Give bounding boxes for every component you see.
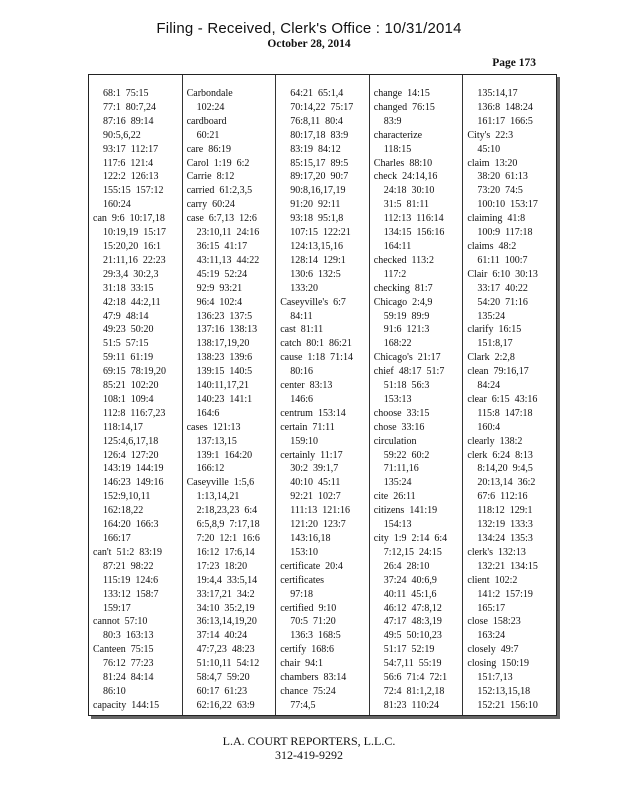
index-entry-line: carry 60:24 (186, 199, 235, 211)
index-locator-line: 89:17,20 90:7 (290, 171, 349, 183)
index-locator-line: 152:13,15,18 (477, 685, 531, 697)
reporter-name: L.A. COURT REPORTERS, L.L.C. (222, 734, 396, 748)
index-locator-line: 36:15 41:17 (196, 240, 248, 252)
index-locator-line: 160:4 (477, 421, 501, 433)
filing-stamp: Filing - Received, Clerk's Office : 10/31/2014 (156, 20, 462, 37)
index-locator-line: 30:2 39:1,7 (290, 463, 339, 475)
index-locator-line: 146:23 149:16 (103, 477, 164, 489)
index-locator-line: 136:8 148:24 (477, 101, 533, 113)
index-locator-line: 16:12 17:6,14 (196, 546, 255, 558)
index-locator-line: 151:8,17 (477, 338, 513, 350)
index-locator-line: 139:15 140:5 (196, 366, 253, 378)
index-entry-line: certify 168:6 (280, 644, 335, 656)
index-locator-line: 164:11 (383, 240, 412, 252)
index-entry-line: citizens 141:19 (373, 505, 438, 517)
index-locator-line: 76:8,11 80:4 (290, 115, 343, 127)
index-locator-line: 40:11 45:1,6 (383, 588, 437, 600)
index-locator-line: 151:7,13 (477, 672, 513, 684)
index-entry-line: client 102:2 (467, 574, 518, 586)
index-locator-line: 59:11 61:19 (103, 352, 154, 364)
index-locator-line: 61:11 100:7 (477, 254, 528, 266)
index-entry-line: capacity 144:15 (93, 699, 160, 711)
index-locator-line: 130:6 132:5 (290, 268, 341, 280)
index-locator-line: 59:22 60:2 (383, 449, 430, 461)
index-entry-line: cannot 57:10 (93, 616, 148, 628)
index-locator-line: 64:21 65:1,4 (290, 88, 344, 99)
index-locator-line: 49:23 50:20 (103, 324, 154, 336)
index-entry-line: City's 22:3 (467, 129, 514, 141)
index-locator-line: 128:14 129:1 (290, 254, 346, 266)
index-column-2 (183, 75, 277, 715)
index-locator-line: 136:3 168:5 (290, 630, 341, 642)
index-locator-line: 164:6 (196, 407, 220, 419)
index-locator-line: 137:13,15 (196, 435, 237, 447)
index-entry-line: Carbondale (186, 88, 233, 99)
index-locator-line: 112:13 116:14 (383, 213, 444, 225)
index-locator-line: 10:19,19 15:17 (103, 227, 167, 239)
index-locator-line: 2:18,23,23 6:4 (196, 505, 258, 517)
index-locator-line: 80:16 (290, 366, 313, 378)
index-entry-line: case 6:7,13 12:6 (186, 213, 257, 225)
index-locator-line: 51:18 56:3 (383, 380, 430, 392)
index-locator-line: 42:18 44:2,11 (103, 296, 161, 308)
page-number: Page 173 (492, 57, 536, 69)
index-locator-line: 81:23 110:24 (383, 699, 439, 711)
index-locator-line: 141:2 157:19 (477, 588, 533, 600)
index-locator-line: 96:4 102:4 (196, 296, 243, 308)
index-locator-line: 51:10,11 54:12 (196, 658, 260, 670)
index-columns (89, 75, 556, 715)
index-locator-line: 85:21 102:20 (103, 380, 159, 392)
index-locator-line: 83:19 84:12 (290, 143, 341, 155)
index-locator-line: 92:9 93:21 (196, 282, 243, 294)
index-entry-line: chair 94:1 (280, 658, 323, 670)
index-locator-line: 58:4,7 59:20 (196, 672, 250, 684)
index-locator-line: 124:13,15,16 (290, 240, 343, 252)
index-locator-line: 117:6 121:4 (103, 157, 154, 169)
index-locator-line: 37:14 40:24 (196, 630, 248, 642)
index-locator-line: 135:14,17 (477, 88, 518, 99)
index-locator-line: 143:19 144:19 (103, 463, 164, 475)
index-entry-line: Carol 1:19 6:2 (186, 157, 250, 169)
index-locator-line: 112:8 116:7,23 (103, 407, 166, 419)
document-date: October 28, 2014 (267, 38, 351, 50)
index-locator-line: 31:5 81:11 (383, 199, 429, 211)
index-locator-line: 36:13,14,19,20 (196, 616, 257, 628)
index-locator-line: 140:23 141:1 (196, 393, 253, 405)
index-entry-line: check 24:14,16 (373, 171, 438, 183)
index-locator-line: 70:5 71:20 (290, 616, 336, 628)
index-locator-line: 72:4 81:1,2,18 (383, 685, 445, 697)
index-locator-line: 47:9 48:14 (103, 310, 149, 322)
index-column-5 (463, 75, 556, 715)
index-locator-line: 135:24 (383, 477, 412, 489)
index-locator-line: 60:17 61:23 (196, 685, 248, 697)
index-locator-line: 81:24 84:14 (103, 672, 154, 684)
index-locator-line: 132:19 133:3 (477, 519, 533, 531)
index-entry-line: changed 76:15 (373, 101, 435, 113)
index-locator-line: 8:14,20 9:4,5 (477, 463, 533, 475)
index-locator-line: 19:4,4 33:5,14 (196, 574, 258, 586)
index-locator-line: 136:23 137:5 (196, 310, 253, 322)
index-locator-line: 161:17 166:5 (477, 115, 533, 127)
index-entry-line: chambers 83:14 (280, 672, 347, 684)
index-column-1 (89, 75, 183, 715)
index-locator-line: 80:17,18 83:9 (290, 129, 349, 141)
index-entry-line: Caseyville 1:5,6 (186, 477, 255, 489)
index-locator-line: 115:19 124:6 (103, 574, 159, 586)
index-locator-line: 152:21 156:10 (477, 699, 538, 711)
index-locator-line: 91:20 92:11 (290, 199, 341, 211)
index-frame (88, 74, 557, 716)
index-locator-line: 47:17 48:3,19 (383, 616, 442, 628)
index-locator-line: 91:6 121:3 (383, 324, 430, 336)
index-locator-line: 93:17 112:17 (103, 143, 159, 155)
index-entry-line: can't 51:2 83:19 (93, 546, 163, 558)
index-locator-line: 108:1 109:4 (103, 393, 154, 405)
index-entry-line: chose 33:16 (373, 421, 425, 433)
index-entry-line: Caseyville's 6:7 (280, 296, 346, 308)
index-locator-line: 132:21 134:15 (477, 560, 538, 572)
index-locator-line: 163:24 (477, 630, 506, 642)
index-column-3 (276, 75, 370, 715)
index-locator-line: 90:5,6,22 (103, 129, 141, 141)
index-locator-line: 67:6 112:16 (477, 491, 528, 503)
index-locator-line: 97:18 (290, 588, 313, 600)
index-locator-line: 80:3 163:13 (103, 630, 154, 642)
index-locator-line: 87:16 89:14 (103, 115, 154, 127)
index-locator-line: 43:11,13 44:22 (196, 254, 260, 266)
index-locator-line: 137:16 138:13 (196, 324, 258, 336)
index-locator-line: 40:10 45:11 (290, 477, 341, 489)
index-locator-line: 7:20 12:1 16:6 (196, 533, 260, 544)
index-entry-line: center 83:13 (280, 380, 333, 392)
index-locator-line: 68:1 75:15 (103, 88, 149, 99)
index-locator-line: 7:12,15 24:15 (383, 546, 442, 558)
index-locator-line: 77:1 80:7,24 (103, 101, 157, 113)
index-locator-line: 153:13 (383, 393, 412, 405)
index-locator-line: 33:17 40:22 (477, 282, 528, 294)
index-locator-line: 51:5 57:15 (103, 338, 149, 350)
index-entry-line: closely 49:7 (467, 644, 519, 656)
index-locator-line: 90:8,16,17,19 (290, 185, 346, 197)
index-locator-line: 93:18 95:1,8 (290, 213, 344, 225)
index-locator-line: 126:4 127:20 (103, 449, 159, 461)
index-locator-line: 62:16,22 63:9 (196, 699, 255, 711)
index-entry-line: certainly 11:17 (280, 449, 343, 461)
index-locator-line: 38:20 61:13 (477, 171, 528, 183)
index-locator-line: 6:5,8,9 7:17,18 (196, 519, 260, 531)
index-entry-line: city 1:9 2:14 6:4 (373, 533, 448, 544)
index-locator-line: 59:19 89:9 (383, 310, 430, 322)
index-locator-line: 134:24 135:3 (477, 533, 533, 544)
index-locator-line: 86:10 (103, 685, 126, 697)
index-entry-line: claims 48:2 (467, 240, 517, 252)
index-locator-line: 162:18,22 (103, 505, 144, 517)
index-entry-line: clarify 16:15 (467, 324, 522, 336)
index-locator-line: 45:19 52:24 (196, 268, 248, 280)
index-entry-line: choose 33:15 (373, 407, 430, 419)
index-entry-line: cardboard (186, 115, 227, 127)
index-locator-line: 37:24 40:6,9 (383, 574, 437, 586)
index-entry-line: Chicago's 21:17 (373, 352, 441, 364)
index-entry-line: cases 121:13 (186, 421, 241, 433)
index-entry-line: can 9:6 10:17,18 (93, 213, 165, 225)
index-entry-line: checked 113:2 (373, 254, 434, 266)
index-locator-line: 133:20 (290, 282, 318, 294)
index-locator-line: 138:17,19,20 (196, 338, 250, 350)
index-locator-line: 21:11,16 22:23 (103, 254, 166, 266)
index-entry-line: cite 26:11 (373, 491, 416, 503)
index-entry-line: close 158:23 (467, 616, 521, 628)
index-locator-line: 134:15 156:16 (383, 227, 445, 239)
index-locator-line: 107:15 122:21 (290, 227, 351, 239)
index-locator-line: 153:10 (290, 546, 318, 558)
index-locator-line: 159:10 (290, 435, 318, 447)
index-entry-line: centrum 153:14 (280, 407, 346, 419)
index-entry-line: circulation (373, 435, 417, 447)
index-entry-line: characterize (373, 129, 423, 141)
index-entry-line: clear 6:15 43:16 (467, 393, 538, 405)
index-locator-line: 73:20 74:5 (477, 185, 523, 197)
index-locator-line: 23:10,11 24:16 (196, 227, 260, 239)
index-column-4 (370, 75, 464, 715)
index-locator-line: 164:20 166:3 (103, 519, 159, 531)
index-locator-line: 20:13,14 36:2 (477, 477, 536, 489)
index-locator-line: 125:4,6,17,18 (103, 435, 159, 447)
index-locator-line: 118:12 129:1 (477, 505, 533, 517)
index-locator-line: 84:24 (477, 380, 501, 392)
index-locator-line: 84:11 (290, 310, 313, 322)
index-locator-line: 92:21 102:7 (290, 491, 341, 503)
index-entry-line: catch 80:1 86:21 (280, 338, 352, 350)
index-entry-line: Clark 2:2,8 (467, 352, 515, 364)
index-entry-line: certain 71:11 (280, 421, 335, 433)
index-locator-line: 118:14,17 (103, 421, 143, 433)
index-locator-line: 135:24 (477, 310, 506, 322)
index-entry-line: closing 150:19 (467, 658, 530, 670)
index-locator-line: 143:16,18 (290, 533, 331, 544)
index-entry-line: cause 1:18 71:14 (280, 352, 353, 364)
index-locator-line: 60:21 (196, 129, 220, 141)
index-locator-line: 133:12 158:7 (103, 588, 159, 600)
index-entry-line: clean 79:16,17 (467, 366, 529, 378)
index-locator-line: 102:24 (196, 101, 225, 113)
index-locator-line: 160:24 (103, 199, 131, 211)
index-locator-line: 138:23 139:6 (196, 352, 253, 364)
index-entry-line: certified 9:10 (280, 602, 337, 614)
index-locator-line: 100:10 153:17 (477, 199, 538, 211)
index-locator-line: 71:11,16 (383, 463, 419, 475)
index-locator-line: 165:17 (477, 602, 506, 614)
index-locator-line: 166:12 (196, 463, 225, 475)
index-entry-line: change 14:15 (373, 88, 430, 99)
index-locator-line: 166:17 (103, 533, 131, 544)
index-locator-line: 121:20 123:7 (290, 519, 346, 531)
index-locator-line: 17:23 18:20 (196, 560, 248, 572)
index-locator-line: 49:5 50:10,23 (383, 630, 442, 642)
index-locator-line: 45:10 (477, 143, 501, 155)
index-locator-line: 118:15 (383, 143, 412, 155)
index-entry-line: checking 81:7 (373, 282, 433, 294)
index-locator-line: 76:12 77:23 (103, 658, 154, 670)
index-locator-line: 29:3,4 30:2,3 (103, 268, 159, 280)
index-locator-line: 122:2 126:13 (103, 171, 159, 183)
index-locator-line: 155:15 157:12 (103, 185, 164, 197)
index-locator-line: 51:17 52:19 (383, 644, 435, 656)
index-locator-line: 168:22 (383, 338, 412, 350)
index-locator-line: 70:14,22 75:17 (290, 101, 354, 113)
index-entry-line: care 86:19 (186, 143, 232, 155)
index-locator-line: 33:17,21 34:2 (196, 588, 255, 600)
index-entry-line: chance 75:24 (280, 685, 336, 697)
index-entry-line: claim 13:20 (467, 157, 518, 169)
index-locator-line: 139:1 164:20 (196, 449, 253, 461)
index-entry-line: clerk's 132:13 (467, 546, 526, 558)
index-entry-line: clearly 138:2 (467, 435, 523, 447)
index-locator-line: 87:21 98:22 (103, 560, 154, 572)
index-locator-line: 1:13,14,21 (196, 491, 240, 503)
index-entry-line: Chicago 2:4,9 (373, 296, 433, 308)
index-entry-line: Charles 88:10 (373, 157, 433, 169)
index-locator-line: 146:6 (290, 393, 313, 405)
index-entry-line: certificates (280, 574, 325, 586)
index-entry-line: claiming 41:8 (467, 213, 526, 225)
index-entry-line: certificate 20:4 (280, 560, 343, 572)
index-locator-line: 26:4 28:10 (383, 560, 430, 572)
reporter-phone: 312-419-9292 (275, 748, 343, 762)
index-entry-line: Carrie 8:12 (186, 171, 235, 183)
index-locator-line: 100:9 117:18 (477, 227, 533, 239)
index-entry-line: chief 48:17 51:7 (373, 366, 445, 378)
index-locator-line: 117:2 (383, 268, 407, 280)
index-entry-line: Canteen 75:15 (93, 644, 154, 656)
index-locator-line: 77:4,5 (290, 699, 316, 711)
index-locator-line: 24:18 30:10 (383, 185, 435, 197)
index-locator-line: 154:13 (383, 519, 412, 531)
index-locator-line: 56:6 71:4 72:1 (383, 672, 448, 684)
index-locator-line: 47:7,23 48:23 (196, 644, 255, 656)
index-locator-line: 115:8 147:18 (477, 407, 533, 419)
index-entry-line: carried 61:2,3,5 (186, 185, 253, 197)
index-entry-line: Clair 6:10 30:13 (467, 268, 538, 280)
index-locator-line: 159:17 (103, 602, 131, 614)
index-locator-line: 85:15,17 89:5 (290, 157, 349, 169)
index-entry-line: clerk 6:24 8:13 (467, 449, 533, 461)
index-locator-line: 69:15 78:19,20 (103, 366, 167, 378)
index-locator-line: 54:7,11 55:19 (383, 658, 442, 670)
index-locator-line: 140:11,17,21 (196, 380, 250, 392)
index-locator-line: 152:9,10,11 (103, 491, 151, 503)
index-locator-line: 111:13 121:16 (290, 505, 351, 517)
index-locator-line: 46:12 47:8,12 (383, 602, 442, 614)
index-locator-line: 31:18 33:15 (103, 282, 154, 294)
index-locator-line: 83:9 (383, 115, 402, 127)
index-locator-line: 54:20 71:16 (477, 296, 528, 308)
index-locator-line: 34:10 35:2,19 (196, 602, 255, 614)
index-locator-line: 15:20,20 16:1 (103, 240, 162, 252)
index-entry-line: cast 81:11 (280, 324, 324, 336)
